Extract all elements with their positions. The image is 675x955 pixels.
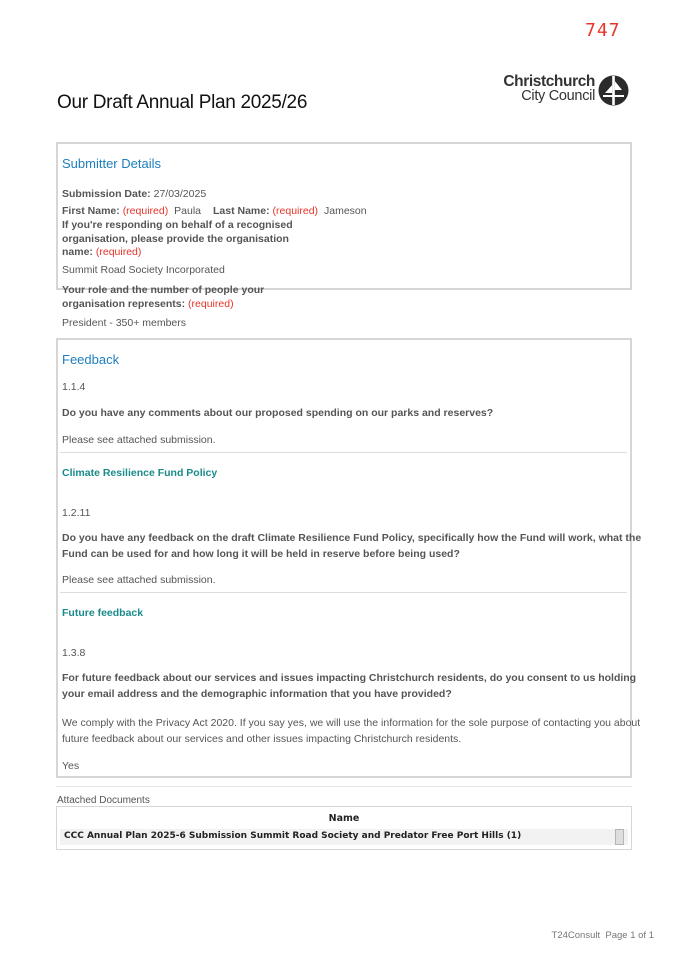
question-text: Do you have any comments about our proposed spending on our parks and reserves? [62, 407, 494, 419]
feedback-heading: Feedback [62, 352, 120, 367]
section-heading-future-feedback: Future feedback [62, 607, 144, 619]
council-logo [499, 74, 629, 110]
role-label [62, 284, 264, 311]
role-value: President - 350+ members [62, 317, 187, 329]
divider [60, 452, 627, 453]
role-label-line-1: Your role and the number of people your [62, 284, 265, 296]
last-name-required: (required) [272, 205, 319, 217]
last-name-label: Last Name: [213, 205, 270, 217]
row-scroll-handle[interactable] [615, 829, 624, 845]
organisation-label-line-1: If you're responding on behalf of a recognised [62, 219, 293, 231]
logo-line-1: Christchurch [503, 73, 595, 90]
divider [60, 592, 627, 593]
organisation-label-line-3: name: [62, 246, 93, 258]
submission-date-label: Submission Date: [62, 188, 151, 200]
last-name-row [213, 205, 367, 219]
privacy-info [62, 715, 640, 747]
question-text [62, 530, 641, 562]
question-line-2: your email address and the demographic information that you have provided? [62, 688, 452, 700]
question-code: 1.3.8 [62, 647, 86, 659]
section-heading-climate: Climate Resilience Fund Policy [62, 467, 218, 479]
organisation-required: (required) [95, 246, 142, 258]
cathedral-icon [598, 75, 629, 106]
privacy-info-line-1: We comply with the Privacy Act 2020. If you say yes, we will use the information for the sole purpose of contacting you about [62, 717, 641, 729]
privacy-info-line-2: future feedback about our services and other issues impacting Christchurch residents. [62, 733, 462, 745]
submission-date-row [62, 188, 206, 202]
submitter-details-heading: Submitter Details [62, 156, 161, 171]
first-name-required: (required) [122, 205, 169, 217]
page-number: 747 [585, 20, 621, 41]
organisation-label [62, 219, 293, 260]
page-title: Our Draft Annual Plan 2025/26 [57, 92, 308, 113]
attachments-table [56, 806, 632, 850]
attachments-header: Name [328, 813, 360, 824]
question-line-1: For future feedback about our services and issues impacting Christchurch residents, do you consent to us holding [62, 672, 637, 684]
organisation-label-line-2: organisation, please provide the organisation [62, 232, 289, 245]
role-label-line-2: organisation represents: [62, 297, 186, 310]
submission-date-value: 27/03/2025 [153, 188, 207, 200]
answer-text: Please see attached submission. [62, 434, 216, 446]
question-text [62, 670, 636, 702]
last-name-value: Jameson [323, 205, 367, 217]
logo-line-2: City Council [521, 88, 595, 104]
organisation-value: Summit Road Society Incorporated [62, 264, 225, 276]
role-required: (required) [188, 297, 234, 310]
question-code: 1.1.4 [62, 381, 86, 393]
attachments-heading: Attached Documents [57, 795, 150, 806]
name-row [62, 205, 201, 219]
first-name-label: First Name: [62, 205, 120, 217]
question-code: 1.2.11 [62, 507, 91, 519]
answer-text: Please see attached submission. [62, 574, 216, 586]
page-footer: T24Consult Page 1 of 1 [551, 930, 654, 941]
attachment-row[interactable] [60, 829, 628, 845]
answer-text: Yes [62, 760, 80, 772]
attachment-file-link[interactable]: CCC Annual Plan 2025-6 Submission Summit Road Society and Predator Free Port Hills (1) [64, 831, 522, 841]
question-line-1: Do you have any feedback on the draft Climate Resilience Fund Policy, specifically how the Fund will work, what the [62, 532, 642, 544]
attachments-divider [56, 786, 632, 787]
first-name-value: Paula [174, 205, 201, 217]
question-line-2: Fund can be used for and how long it will be held in reserve before being used? [62, 548, 460, 560]
